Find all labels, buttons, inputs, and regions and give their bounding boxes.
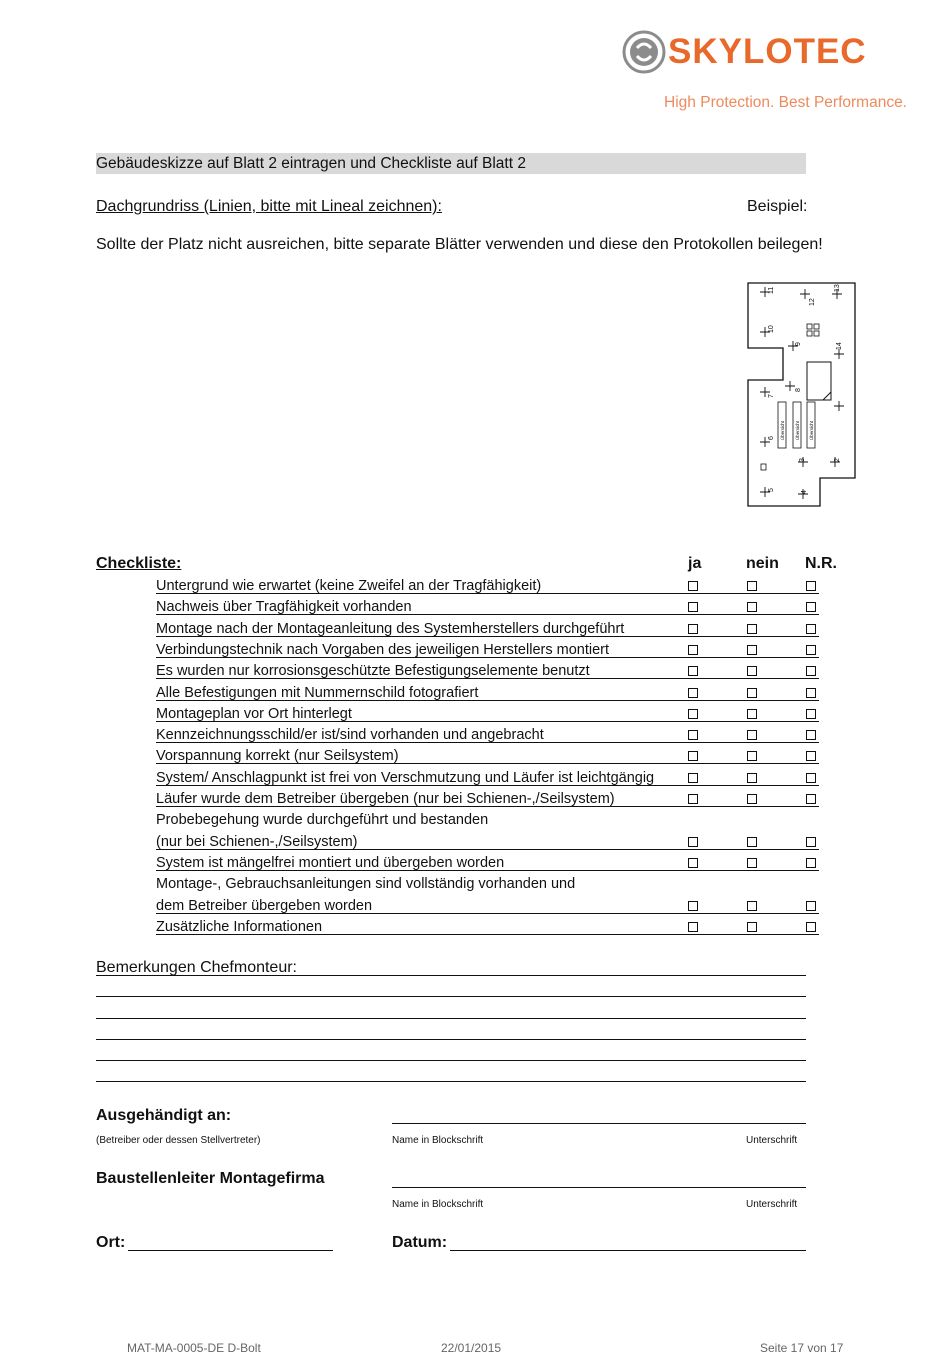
checkbox-no[interactable]	[747, 624, 757, 634]
remarks-line[interactable]	[96, 1060, 806, 1061]
svg-text:6: 6	[768, 436, 775, 440]
checklist-item-text: Montage nach der Montageanleitung des Systemherstellers durchgeführt	[156, 620, 625, 637]
checklist-row-rule	[156, 913, 819, 914]
checklist-item-text: Vorspannung korrekt (nur Seilsystem)	[156, 748, 399, 765]
checklist-item-text: dem Betreiber übergeben worden	[156, 897, 373, 914]
checkbox-no[interactable]	[747, 858, 757, 868]
checkbox-not-relevant[interactable]	[806, 624, 816, 634]
checklist-row-rule	[156, 806, 819, 807]
checkbox-not-relevant[interactable]	[806, 709, 816, 719]
checkbox-no[interactable]	[747, 602, 757, 612]
checklist-item-text: Verbindungstechnik nach Vorgaben des jeweiligen Herstellers montiert	[156, 641, 609, 658]
checkbox-not-relevant[interactable]	[806, 901, 816, 911]
handed-to-label: Ausgehändigt an:	[96, 1107, 232, 1124]
checkbox-not-relevant[interactable]	[806, 837, 816, 847]
checkbox-not-relevant[interactable]	[806, 688, 816, 698]
checklist-row-rule	[156, 870, 819, 871]
checkbox-yes[interactable]	[688, 751, 698, 761]
checklist-row-rule	[156, 678, 819, 679]
column-not-relevant: N.R.	[805, 555, 837, 572]
svg-text:14: 14	[836, 342, 843, 350]
signature-caption: Unterschrift	[746, 1135, 798, 1146]
checkbox-yes[interactable]	[688, 645, 698, 655]
remarks-line[interactable]	[96, 1018, 806, 1019]
checkbox-yes[interactable]	[688, 581, 698, 591]
checklist-item-text: Montageplan vor Ort hinterlegt	[156, 705, 352, 722]
checkbox-no[interactable]	[747, 837, 757, 847]
checkbox-not-relevant[interactable]	[806, 751, 816, 761]
checklist-row-rule	[156, 934, 819, 935]
checklist-item-text: Zusätzliche Informationen	[156, 918, 323, 935]
example-roof-sketch	[745, 280, 860, 510]
place-label: Ort:	[96, 1234, 126, 1251]
checkbox-yes[interactable]	[688, 773, 698, 783]
checkbox-no[interactable]	[747, 901, 757, 911]
checklist-title: Checkliste:	[96, 555, 182, 572]
checklist-row-rule	[156, 614, 819, 615]
checkbox-yes[interactable]	[688, 922, 698, 932]
checklist-row-rule	[156, 700, 819, 701]
svg-text:12: 12	[809, 298, 816, 306]
column-yes: ja	[688, 555, 702, 572]
checkbox-yes[interactable]	[688, 730, 698, 740]
site-manager-signature-line[interactable]	[392, 1187, 806, 1188]
place-field[interactable]	[128, 1250, 333, 1251]
checkbox-not-relevant[interactable]	[806, 645, 816, 655]
brand-name: SKYLOTEC	[668, 32, 867, 71]
svg-text:Übersicht: Übersicht	[809, 420, 814, 440]
checkbox-not-relevant[interactable]	[806, 602, 816, 612]
checkbox-no[interactable]	[747, 794, 757, 804]
svg-text:7: 7	[768, 394, 775, 398]
handed-to-sublabel: (Betreiber oder dessen Stellvertreter)	[96, 1135, 261, 1146]
checkbox-no[interactable]	[747, 751, 757, 761]
checklist-row-rule	[156, 721, 819, 722]
checkbox-not-relevant[interactable]	[806, 666, 816, 676]
checklist-item-text: Montage-, Gebrauchsanleitungen sind vollständig vorhanden und	[156, 876, 576, 893]
svg-text:9: 9	[795, 342, 802, 346]
checkbox-no[interactable]	[747, 581, 757, 591]
checklist-item-text: Es wurden nur korrosionsgeschützte Befestigungselemente benutzt	[156, 663, 590, 680]
checkbox-yes[interactable]	[688, 858, 698, 868]
checklist-item-text: (nur bei Schienen-,/Seilsystem)	[156, 833, 358, 850]
checkbox-yes[interactable]	[688, 688, 698, 698]
remarks-label: Bemerkungen Chefmonteur:	[96, 959, 297, 976]
checklist-row-rule	[156, 849, 819, 850]
name-caption: Name in Blockschrift	[392, 1135, 484, 1146]
remarks-line[interactable]	[96, 1081, 806, 1082]
checklist-item-text: Läufer wurde dem Betreiber übergeben (nur bei Schienen-,/Seilsystem)	[156, 791, 615, 807]
checkbox-yes[interactable]	[688, 602, 698, 612]
svg-text:3: 3	[799, 458, 806, 462]
checkbox-yes[interactable]	[688, 624, 698, 634]
checkbox-no[interactable]	[747, 922, 757, 932]
checkbox-not-relevant[interactable]	[806, 922, 816, 932]
site-manager-label: Baustellenleiter Montagefirma	[96, 1170, 325, 1187]
skylotec-logo-icon	[622, 30, 666, 74]
checkbox-yes[interactable]	[688, 666, 698, 676]
footer-page: Seite 17 von 17	[760, 1341, 844, 1355]
date-label: Datum:	[392, 1234, 448, 1251]
svg-text:8: 8	[795, 388, 802, 392]
section-title: Gebäudeskizze auf Blatt 2 eintragen und Checkliste auf Blatt 2	[96, 153, 806, 174]
svg-text:5: 5	[768, 488, 775, 492]
checklist-item-text: Kennzeichnungsschild/er ist/sind vorhanden und angebracht	[156, 727, 544, 744]
checkbox-yes[interactable]	[688, 901, 698, 911]
column-no: nein	[746, 555, 779, 572]
brand-tagline: High Protection. Best Performance.	[664, 94, 907, 111]
checkbox-yes[interactable]	[688, 837, 698, 847]
svg-text:11: 11	[768, 286, 775, 294]
checklist-item-text: Alle Befestigungen mit Nummernschild fotografiert	[156, 684, 479, 701]
signature-caption: Unterschrift	[746, 1199, 798, 1210]
svg-text:Übersicht: Übersicht	[780, 420, 785, 440]
roof-plan-label: Dachgrundriss (Linien, bitte mit Lineal zeichnen):	[96, 198, 442, 215]
example-label: Beispiel:	[747, 198, 808, 215]
checkbox-yes[interactable]	[688, 794, 698, 804]
space-note: Sollte der Platz nicht ausreichen, bitte separate Blätter verwenden und diese den Protokollen beilegen!	[96, 236, 823, 253]
svg-text:10: 10	[768, 325, 775, 333]
checklist-item-text: Probebegehung wurde durchgeführt und bestanden	[156, 812, 489, 829]
checkbox-no[interactable]	[747, 730, 757, 740]
checkbox-no[interactable]	[747, 666, 757, 676]
name-caption: Name in Blockschrift	[392, 1199, 484, 1210]
checklist-row-rule	[156, 763, 819, 764]
checkbox-not-relevant[interactable]	[806, 730, 816, 740]
date-field[interactable]	[450, 1250, 806, 1251]
checklist-row-rule	[156, 742, 819, 743]
svg-text:13: 13	[834, 284, 841, 292]
checklist-row-rule	[156, 636, 819, 637]
checkbox-no[interactable]	[747, 773, 757, 783]
checklist-row-rule	[156, 593, 819, 594]
remarks-line[interactable]	[96, 996, 806, 997]
checkbox-not-relevant[interactable]	[806, 773, 816, 783]
checklist-item-text: Nachweis über Tragfähigkeit vorhanden	[156, 599, 412, 616]
remarks-line[interactable]	[96, 975, 806, 976]
footer-doc-id: MAT-MA-0005-DE D-Bolt	[127, 1341, 261, 1355]
checklist-row-rule	[156, 657, 819, 658]
footer-date: 22/01/2015	[441, 1341, 502, 1355]
checkbox-not-relevant[interactable]	[806, 581, 816, 591]
checkbox-no[interactable]	[747, 688, 757, 698]
remarks-line[interactable]	[96, 1039, 806, 1040]
checkbox-no[interactable]	[747, 645, 757, 655]
checkbox-yes[interactable]	[688, 709, 698, 719]
checklist-item-text: System ist mängelfrei montiert und übergeben worden	[156, 854, 505, 871]
svg-text:2: 2	[834, 458, 841, 462]
checkbox-not-relevant[interactable]	[806, 858, 816, 868]
checklist-item-text: Untergrund wie erwartet (keine Zweifel an der Tragfähigkeit)	[156, 578, 542, 594]
checkbox-not-relevant[interactable]	[806, 794, 816, 804]
checklist-item-text: System/ Anschlagpunkt ist frei von Verschmutzung und Läufer ist leichtgängig	[156, 769, 655, 786]
svg-text:Übersicht: Übersicht	[795, 420, 800, 440]
checklist-row-rule	[156, 785, 819, 786]
handed-to-signature-line[interactable]	[392, 1123, 806, 1124]
svg-text:4: 4	[801, 490, 808, 494]
checkbox-no[interactable]	[747, 709, 757, 719]
